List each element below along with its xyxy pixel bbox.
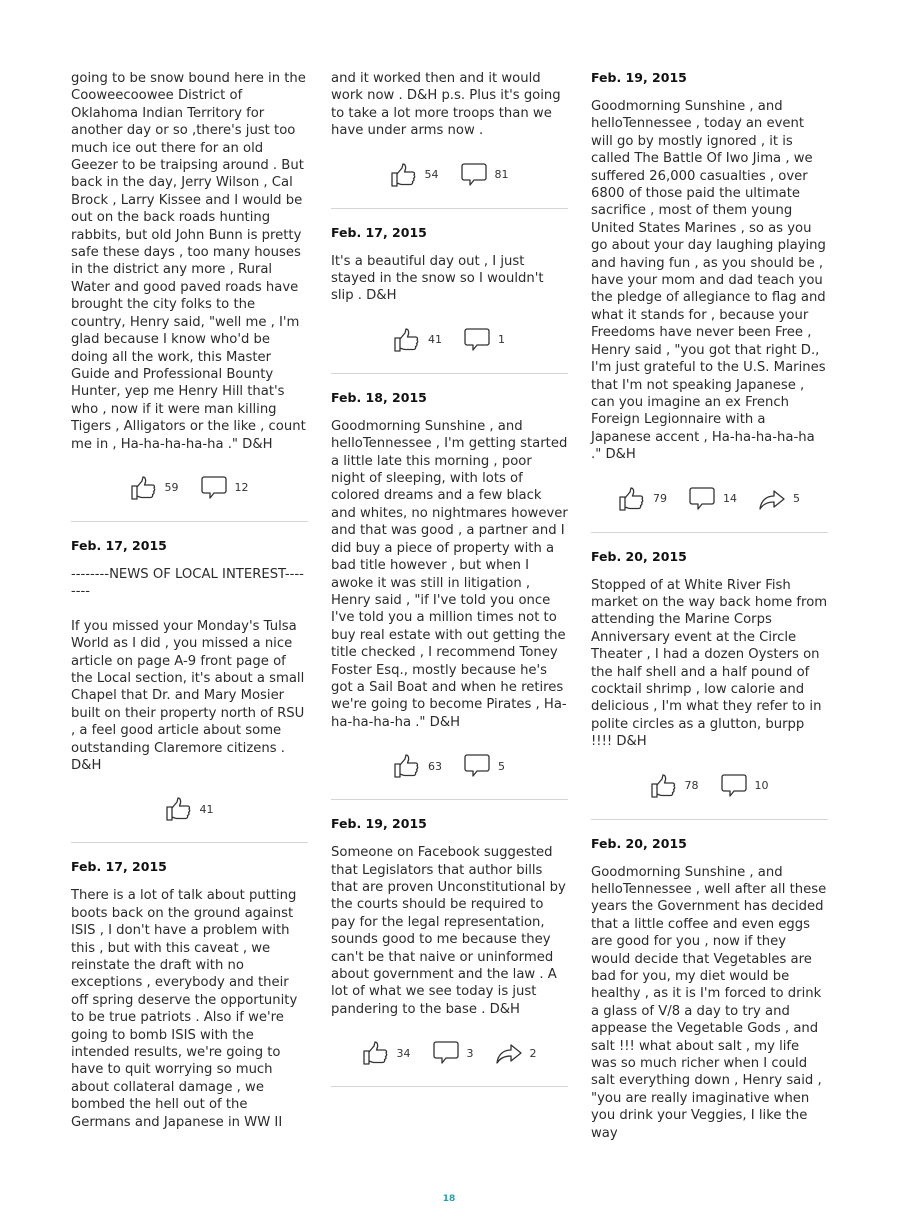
post-paragraph: Stopped of at White River Fish market on the way back home from attending the Marine Corps Anniversary event at the Circle Theater , I had a dozen Oysters on the half shell and a half pound of cocktail shrimp , low calorie and delicious , I'm what they refer to in polite circles as a glutton, burpp !!!! D&H <box>591 577 832 750</box>
post <box>71 859 308 1131</box>
share-button[interactable] <box>759 487 800 511</box>
column-3 <box>591 70 832 1142</box>
post-body <box>331 253 568 305</box>
like-count: 63 <box>428 759 442 773</box>
post-actions <box>331 140 568 208</box>
post <box>591 70 831 533</box>
comment-icon <box>433 1041 459 1065</box>
post <box>591 548 832 820</box>
post-date: Feb. 17, 2015 <box>71 537 167 553</box>
post-actions <box>71 774 308 842</box>
comment-count: 14 <box>723 492 737 506</box>
like-button[interactable] <box>394 328 442 352</box>
post-body <box>71 566 308 774</box>
comment-count: 1 <box>498 333 505 347</box>
post-actions <box>591 464 828 532</box>
like-button[interactable] <box>394 754 442 778</box>
post-date: Feb. 19, 2015 <box>331 816 427 832</box>
like-button[interactable] <box>619 487 667 511</box>
comment-button[interactable] <box>464 754 505 778</box>
like-count: 59 <box>164 481 179 495</box>
post-body <box>71 887 308 1131</box>
comment-icon <box>461 163 487 187</box>
post-paragraph: --------NEWS OF LOCAL INTEREST-------- <box>71 566 304 600</box>
post-date: Feb. 20, 2015 <box>591 548 687 564</box>
post-actions <box>71 453 308 521</box>
like-count: 79 <box>653 492 667 506</box>
like-icon <box>394 328 420 352</box>
like-icon <box>363 1041 389 1065</box>
post-body <box>331 70 568 140</box>
post-paragraph: It's a beautiful day out , I just stayed in the snow so I wouldn't slip . D&H <box>331 253 548 304</box>
post-actions <box>591 751 828 819</box>
like-count: 41 <box>199 802 214 816</box>
comment-icon <box>689 487 715 511</box>
post <box>331 225 568 374</box>
comment-icon <box>721 774 747 798</box>
post-paragraph: Someone on Facebook suggested that Legislators that author bills that are proven Unconstitutional by the courts should be required to pay for the legal representation, sounds good to me because they can't be that naive or uninformed about government and the law . A lot of what we see today is just pandering to the base . D&H <box>331 845 571 1017</box>
post-body <box>331 418 572 731</box>
like-icon <box>391 163 417 187</box>
post-body <box>591 577 832 751</box>
like-icon <box>131 476 157 500</box>
like-icon <box>394 754 420 778</box>
post-paragraph: If you missed your Monday's Tulsa World as I did , you missed a nice article on page A-9 front page of the Local section, it's about a small Chapel that Dr. and Mary Mosier built on their property north of RSU , a feel good article about some outstanding Claremore citizens . D&H <box>71 618 309 773</box>
post-date: Feb. 19, 2015 <box>591 70 687 85</box>
post <box>331 816 571 1087</box>
share-count: 2 <box>529 1046 537 1060</box>
post <box>331 70 568 209</box>
post-paragraph: Goodmorning Sunshine , and helloTennessee , today an event will go by mostly ignored , it is called The Battle Of Iwo Jima , we suffered 26,000 casualties , over 6800 of those paid the ultimate sacrifice , most of them young United States Marines , so as you go about your day laughing playing and having fun , as you should be , have your mom and dad teach you the pledge of allegiance to flag and what it stands for , because your Freedoms have never been Free , Henry said , "you got that right D., I'm just grateful to the U.S. Marines that I'm not speaking Japanese , can you imagine an ex French Foreign Legionnaire with a Japanese accent , Ha-ha-ha-ha-ha ." D&H <box>591 99 831 463</box>
comment-count: 81 <box>494 168 509 182</box>
comment-button[interactable] <box>464 328 505 352</box>
like-button[interactable] <box>166 797 214 821</box>
like-icon <box>166 797 192 821</box>
post-body <box>331 844 571 1018</box>
comment-button[interactable] <box>433 1041 474 1065</box>
post-paragraph: There is a lot of talk about putting boots back on the ground against ISIS , I don't have a problem with this , but with this caveat , we reinstate the draft with no exceptions , everybody and their off spring deserve the opportunity to be true patriots . Also if we're going to bomb ISIS with the intended results, we're going to have to quit worrying so much about collateral damage , we bombed the hell out of the Germans and Japanese in WW II <box>71 888 302 1130</box>
like-button[interactable] <box>363 1041 411 1065</box>
comment-count: 12 <box>234 481 249 495</box>
like-icon <box>651 774 677 798</box>
comment-button[interactable] <box>201 476 249 500</box>
post <box>591 835 831 1143</box>
post <box>331 389 572 800</box>
like-button[interactable] <box>651 774 699 798</box>
post-paragraph: and it worked then and it would work now . D&H p.s. Plus it's going to take a lot more troops than we have under arms now . <box>331 71 565 139</box>
comment-icon <box>464 754 490 778</box>
post-paragraph: going to be snow bound here in the Cooweecoowee District of Oklahoma Indian Territory for another day or so ,there's just too much ice out there for an old Geezer to be traipsing around . But back in the day, Jerry Wilson , Cal Brock , Larry Kissee and I would be out on the back roads hunting rabbits, but old John Bunn is pretty safe these days , too many houses in the district any more , Rural Water and good paved roads have brought the city folks to the country, Henry said, "well me , I'm glad because I know who'd be doing all the work, this Master Guide and Professional Bounty Hunter, yep me Henry Hill that's who , now if it were man killing Tigers , Alligators or the like , count me in , Ha-ha-ha-ha-ha ." D&H <box>71 71 311 452</box>
post-actions <box>331 1018 568 1086</box>
page-number: 18 <box>442 1194 456 1204</box>
like-count: 34 <box>396 1046 411 1060</box>
like-button[interactable] <box>391 163 439 187</box>
comment-button[interactable] <box>689 487 737 511</box>
comment-icon <box>201 476 227 500</box>
like-count: 54 <box>424 168 439 182</box>
post <box>71 70 311 522</box>
share-button[interactable] <box>496 1041 537 1065</box>
post-date: Feb. 17, 2015 <box>71 859 167 875</box>
comment-count: 5 <box>498 759 505 773</box>
like-icon <box>619 487 645 511</box>
like-count: 78 <box>684 779 699 793</box>
post-actions <box>331 305 568 373</box>
post-actions <box>331 731 568 799</box>
share-icon <box>759 487 785 511</box>
share-count: 5 <box>793 492 800 506</box>
comment-count: 3 <box>466 1046 474 1060</box>
comment-button[interactable] <box>461 163 509 187</box>
comment-button[interactable] <box>721 774 769 798</box>
post-date: Feb. 17, 2015 <box>331 224 427 240</box>
post-body <box>71 70 311 453</box>
share-icon <box>496 1041 522 1065</box>
post <box>71 538 308 843</box>
post-paragraph: Goodmorning Sunshine , and helloTennessee , I'm getting started a little late this morning , poor night of sleeping, with lots of colored dreams and a few black and whites, no nightmares however and that was good , a partner and I did buy a piece of property with a bad title however , but when I awoke it was still in litigation , Henry said , "if I've told you once I've told you a million times not to buy real estate with out getting the title checked , I recommend Toney Foster Esq., mostly because he's got a Sail Boat and when he retires we're going to become Pirates , Ha-ha-ha-ha-ha ." D&H <box>331 418 572 730</box>
column-2 <box>331 70 572 1103</box>
comment-count: 10 <box>754 779 769 793</box>
column-1 <box>71 70 311 1131</box>
post-paragraph: Goodmorning Sunshine , and helloTennessee , well after all these years the Government has decided that a little coffee and even eggs are good for you , now if they would decide that Vegetables are bad for you, my diet would be healthy , as it is I'm forced to drink a glass of V/8 a day to try and appease the Vegetable Gods , and salt !!! what about salt , my life was so much richer when I could salt everything down , Henry said , "you are really imaginative when you drink your Veggies, I like the way <box>591 864 831 1141</box>
comment-icon <box>464 328 490 352</box>
post-body <box>591 98 831 464</box>
post-date: Feb. 18, 2015 <box>331 389 427 405</box>
post-body <box>591 864 831 1143</box>
like-count: 41 <box>428 333 442 347</box>
like-button[interactable] <box>131 476 179 500</box>
post-date: Feb. 20, 2015 <box>591 835 687 851</box>
